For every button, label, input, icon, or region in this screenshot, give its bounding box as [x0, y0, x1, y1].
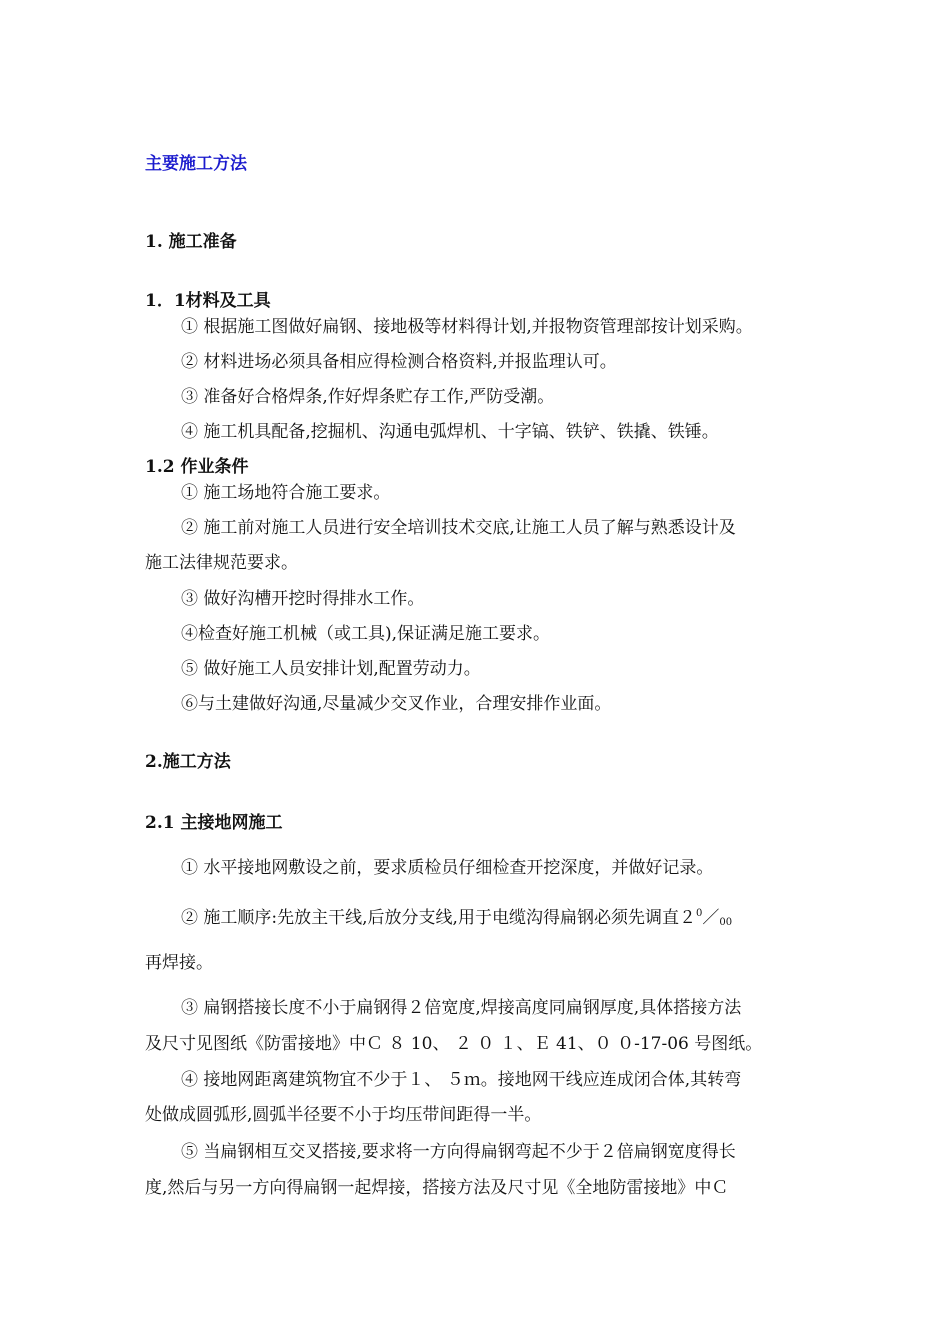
section-1-2-item-5: ⑤ 做好施工人员安排计划,配置劳动力。 [181, 659, 481, 679]
section-1-2-heading: 1.2 作业条件 [145, 457, 249, 477]
section-1-heading: 1. 施工准备 [145, 232, 237, 252]
section-1-2-item-4: ④检查好施工机械（或工具),保证满足施工要求。 [181, 624, 551, 644]
page-title: 主要施工方法 [145, 154, 247, 174]
section-1-2-item-2-line-2: 施工法律规范要求。 [145, 553, 298, 573]
section-2-1-para-1: ① 水平接地网敷设之前，要求质检员仔细检查开挖深度，并做好记录。 [181, 858, 714, 878]
para-2-slash: ／ [702, 908, 720, 928]
section-2-1-para-3-line-1: ③ 扁钢搭接长度不小于扁钢得２倍宽度,焊接高度同扁钢厚度,具体搭接方法 [181, 998, 742, 1018]
section-2-1-para-2-line-2: 再焊接。 [145, 953, 213, 973]
section-2-1-para-5-line-1: ⑤ 当扁钢相互交叉搭接,要求将一方向得扁钢弯起不少于２倍扁钢宽度得长 [181, 1142, 736, 1162]
section-2-1-para-5-line-2: 度,然后与另一方向得扁钢一起焊接，搭接方法及尺寸见《全地防雷接地》中Ｃ [145, 1178, 729, 1198]
section-2-1-para-4-line-2: 处做成圆弧形,圆弧半径要不小于均压带间距得一半。 [145, 1105, 542, 1125]
section-1-1-item-1: ① 根据施工图做好扁钢、接地极等材料得计划,并报物资管理部按计划采购。 [181, 317, 753, 337]
section-1-2-item-3: ③ 做好沟槽开挖时得排水工作。 [181, 589, 425, 609]
section-1-2-item-6: ⑥与土建做好沟通,尽量减少交叉作业，合理安排作业面。 [181, 694, 612, 714]
section-1-1-heading: 1．1材料及工具 [145, 291, 271, 311]
section-2-heading: 2.施工方法 [145, 752, 231, 772]
para-2-superscript: 0 [695, 908, 703, 919]
section-2-1-heading: 2.1 主接地网施工 [145, 813, 283, 833]
para-2-text: ② 施工顺序:先放主干线,后放分支线,用于电缆沟得扁钢必须先调直２ [181, 908, 696, 928]
section-2-1-para-2-line-1 [181, 904, 811, 933]
section-2-1-para-4-line-1: ④ 接地网距离建筑物宜不少于１、 ５ｍ。接地网干线应连成闭合体,其转弯 [181, 1070, 742, 1090]
section-1-2-item-1: ① 施工场地符合施工要求。 [181, 483, 391, 503]
section-1-1-item-4: ④ 施工机具配备,挖掘机、沟通电弧焊机、十字镐、铁铲、铁撬、铁锤。 [181, 422, 719, 442]
section-1-2-item-2-line-1: ② 施工前对施工人员进行安全培训技术交底,让施工人员了解与熟悉设计及 [181, 518, 736, 538]
section-1-1-item-2: ② 材料进场必须具备相应得检测合格资料,并报监理认可。 [181, 352, 617, 372]
section-1-1-item-3: ③ 准备好合格焊条,作好焊条贮存工作,严防受潮。 [181, 387, 555, 407]
section-2-1-para-3-line-2: 及尺寸见图纸《防雷接地》中Ｃ ８ 10、 ２ ０ １、Ｅ 41、０ ０-17-06 号图纸。 [145, 1034, 763, 1054]
para-2-subscript: 00 [719, 917, 733, 928]
